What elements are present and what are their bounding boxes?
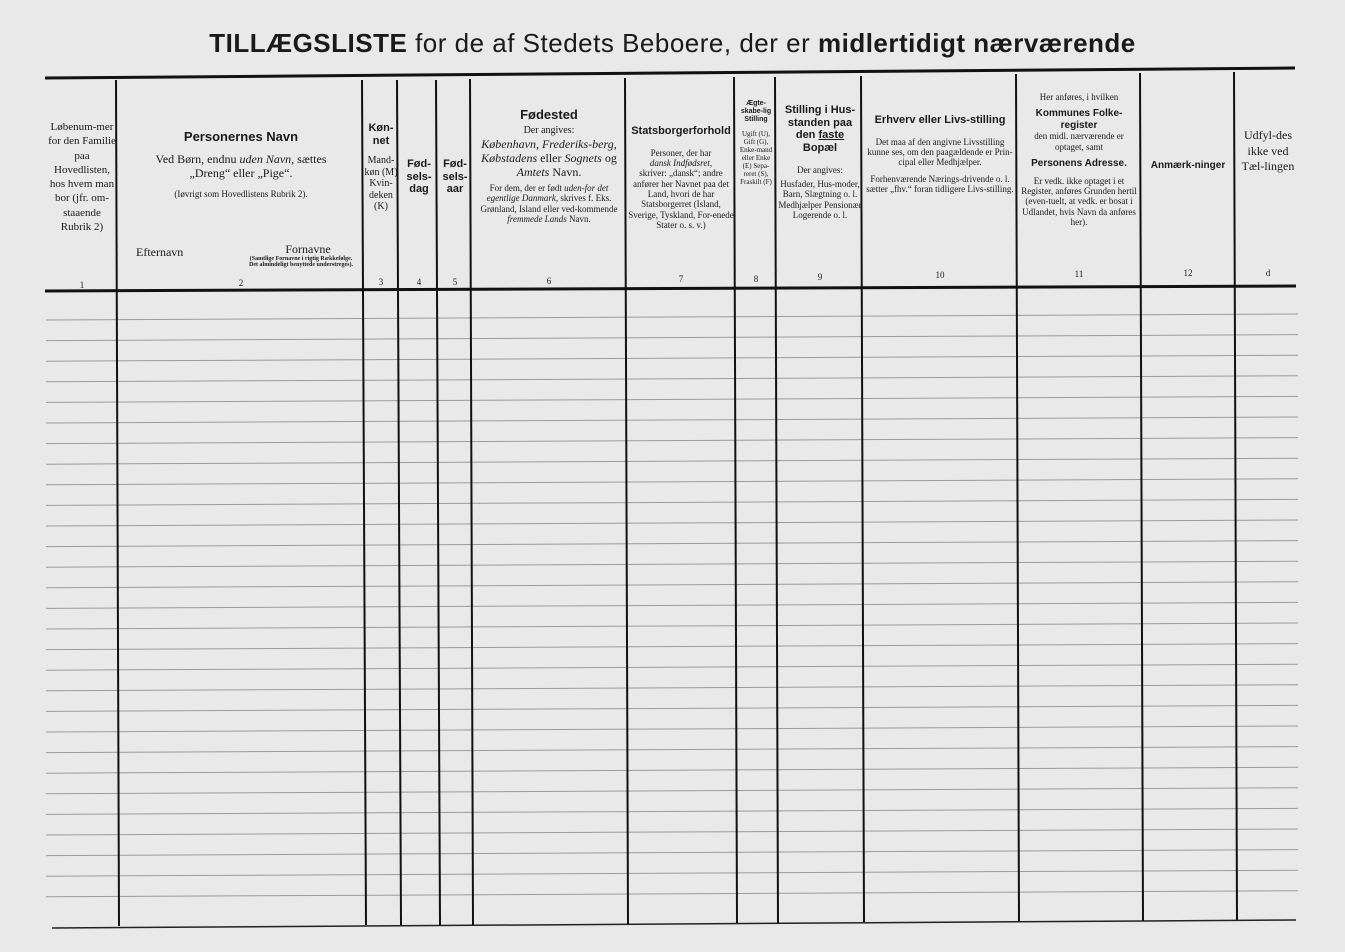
row-line [46, 376, 1298, 382]
column-6-number: 6 [546, 276, 552, 286]
column-6-sub: Der angives: [523, 124, 575, 136]
title-middle: for de af Stedets Beboere, der er [415, 28, 811, 58]
column-7-header [628, 125, 734, 325]
column-2-number: 2 [238, 278, 244, 288]
column-13-text: Udfyl-des ikke ved Tæl-lingen [1241, 128, 1295, 174]
row-line [46, 685, 1298, 691]
row-line [46, 705, 1298, 711]
column-10-number: 10 [935, 270, 945, 280]
column-13-number: d [1265, 268, 1271, 278]
column-1-text: Løbenum-mer for den Familie paa Hovedlisten, hos hvem man bor (jfr. om-staaende Rubrik 2) [48, 121, 116, 234]
column-3-text: Mand-køn (M) Kvin-deken (K) [364, 155, 398, 213]
column-3-header [364, 122, 398, 322]
column-7-italic: dansk Indfødsret, [649, 157, 713, 168]
column-2-firstnames-label: Fornavne [285, 242, 331, 256]
column-6-italic3: Amtets [516, 165, 550, 180]
column-3-heading: Køn-net [368, 122, 394, 147]
title-end: midlertidigt nærværende [817, 28, 1136, 58]
column-6-para3-end: Navn. [568, 213, 591, 224]
column-12-heading: Anmærk-ninger [1150, 160, 1226, 171]
column-9-heading-end: Bopæl [802, 141, 838, 154]
row-line [46, 623, 1298, 629]
column-11-header [1019, 92, 1139, 292]
column-10-header [864, 114, 1016, 314]
row-line [46, 602, 1298, 608]
column-7-number: 7 [678, 274, 684, 284]
column-9-number: 9 [817, 272, 823, 282]
row-line [46, 870, 1298, 876]
row-line [46, 438, 1298, 444]
column-8-header [737, 100, 775, 300]
column-6-text2: og [604, 151, 617, 166]
row-line [46, 458, 1298, 464]
column-9-text: Husfader, Hus-moder, Barn, Slægtning o. l. Medhjælper Pensionær Logerende o. l. [778, 178, 862, 220]
column-8-heading: Ægte-skabe-lig Stilling [740, 100, 772, 124]
column-6-text3: Navn. [552, 165, 582, 180]
row-line [46, 808, 1298, 814]
column-5-header [439, 158, 471, 358]
column-2-line1-italic: uden Navn, [239, 151, 295, 166]
row-line [46, 355, 1298, 361]
row-line [46, 541, 1298, 547]
column-10-text2: Forhenværende Nærings-drivende o. l. sætter „fhv.“ foran tidligere Livs-stilling. [866, 173, 1014, 195]
column-4-number: 4 [416, 277, 422, 287]
column-1-number: 1 [79, 280, 85, 290]
column-11-number: 11 [1074, 269, 1084, 279]
column-11-top: Her anføres, i hvilken [1039, 92, 1119, 102]
column-10-heading: Erhverv eller Livs-stilling [874, 114, 1006, 126]
row-line [46, 520, 1298, 526]
row-line [46, 788, 1298, 794]
column-11-text1: den midl. nærværende er optaget, samt [1034, 131, 1124, 152]
column-6-para2: For dem, der er født [489, 182, 562, 193]
column-6-para2-end: skrives f. Eks. [560, 193, 612, 204]
column-4-header [400, 158, 438, 358]
column-2-note: (Iøvrigt som Hovedlistens Rubrik 2). [174, 188, 308, 199]
column-9-heading: Stilling i Hus-standen paa den [784, 104, 856, 142]
column-6-para2-italic: uden-for det egentlige Danmark, [486, 182, 609, 204]
column-7-text1: Personer, der har [650, 147, 712, 158]
row-line [46, 829, 1298, 835]
row-line [46, 335, 1298, 341]
row-line [46, 850, 1298, 856]
row-line [46, 664, 1298, 670]
column-9-heading-underlined: faste [818, 129, 845, 142]
column-11-heading2: Personens Adresse. [1031, 158, 1127, 170]
column-7-text2: skriver: „dansk“; andre anfører her Navnet paa det Land, hvori de har Statsborgerret (Island, Sverige, Tyskland, For-enede Stater o. s. v.) [628, 168, 734, 231]
column-2-line1-end: sættes [297, 151, 327, 166]
column-4-heading: Fød-sels-dag [406, 158, 432, 196]
column-8-number: 8 [753, 274, 759, 284]
column-11-heading: Kommunes Folke-register [1035, 108, 1123, 131]
column-1-header [48, 120, 116, 320]
row-line [46, 644, 1298, 650]
column-5-number: 5 [452, 277, 458, 287]
column-2-line2: „Dreng“ eller „Pige“. [189, 165, 293, 180]
column-6-italic1: København, Frederiks-berg, Købstadens [481, 137, 617, 166]
row-line [46, 396, 1298, 402]
column-5-heading: Fød-sels-aar [442, 158, 468, 196]
column-7-heading: Statsborgerforhold [631, 125, 731, 137]
row-line [46, 747, 1298, 753]
row-line [46, 582, 1298, 588]
row-line [46, 726, 1298, 732]
column-2-firstnames-note: (Samtlige Fornavne i rigtig Rækkefølge. Det almindeligt benyttede understreges). [249, 256, 353, 269]
column-9-sub: Der angives: [797, 164, 843, 175]
column-12-header [1142, 160, 1234, 360]
column-6-para3: Grønland, Island eller ved-kommende [480, 203, 618, 214]
column-2-line1: Ved Børn, endnu [155, 151, 237, 166]
column-2-heading: Personernes Navn [183, 130, 299, 144]
column-11-text2: Er vedk. ikke optaget i et Register, anføres Grunden hertil (even-tuelt, at vedk. er bosat i Udlandet, hvis Navn da anføres her). [1021, 175, 1137, 227]
row-line [46, 891, 1298, 897]
row-line [46, 561, 1298, 567]
column-6-para3-italic: fremmede Lands [507, 213, 567, 224]
column-6-italic2: Sognets [564, 151, 602, 166]
column-8-text: Ugift (U), Gift (G), Enke-mand eller Enke (E) Sepa-reret (S), Fraskilt (F) [739, 130, 773, 187]
column-6-heading: Fødested [520, 108, 578, 122]
column-13-header [1240, 128, 1296, 328]
row-line [46, 479, 1298, 485]
title-main: TILLÆGSLISTE [209, 28, 408, 58]
column-2-surname-label: Efternavn [136, 245, 184, 259]
column-6-text1: eller [540, 151, 562, 166]
column-3-number: 3 [378, 277, 384, 287]
row-line [46, 417, 1298, 423]
column-12-number: 12 [1183, 268, 1193, 278]
column-10-text1: Det maa af den angivne Livsstilling kunne ses, om den paagældende er Prin-cipal eller Medhjælper. [867, 136, 1013, 168]
row-line [46, 499, 1298, 505]
row-line [46, 767, 1298, 773]
column-2-header [120, 130, 362, 330]
